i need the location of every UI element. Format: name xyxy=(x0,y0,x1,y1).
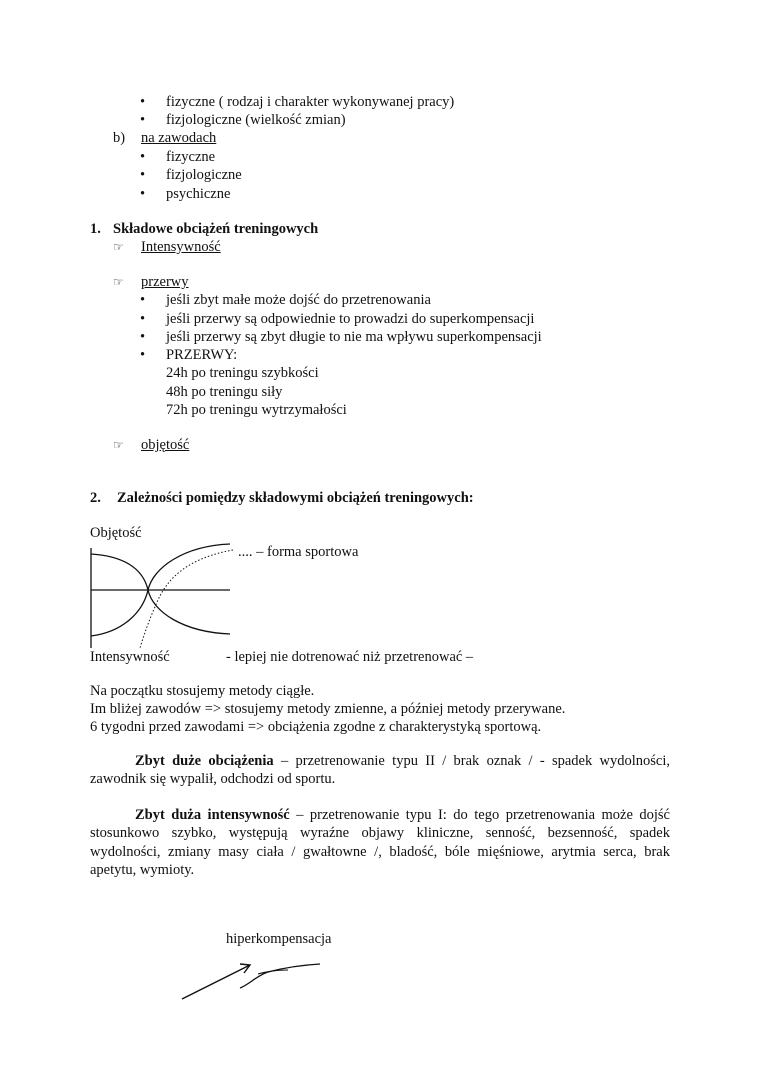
load-relationship-graph xyxy=(88,538,238,653)
list-item: • jeśli przerwy są odpowiednie to prowadzi do superkompensacji xyxy=(166,310,534,328)
graph-y-label: Objętość xyxy=(90,525,142,541)
break-time: 48h po treningu siły xyxy=(166,384,283,400)
component-volume: ☞ objętość xyxy=(113,437,190,453)
definition-overload: – przetrenowanie typu II / brak oznak / - spadek wydolności, zawodnik się wypalił, odchodzi od sportu. xyxy=(90,753,670,788)
section-number: 2. xyxy=(90,490,101,506)
graph-note: - lepiej nie dotrenować niż przetrenować – xyxy=(226,649,474,665)
paragraph-overload xyxy=(90,752,670,789)
method-line: 6 tygodni przed zawodami => obciążenia zgodne z charakterystyką sportową. xyxy=(90,719,542,735)
graph-x-label: Intensywność xyxy=(90,649,170,665)
list-item: • PRZERWY: xyxy=(166,346,237,364)
break-time: 72h po treningu wytrzymałości xyxy=(166,402,347,418)
list-item: • jeśli przerwy są zbyt długie to nie ma wpływu superkompensacji xyxy=(166,328,542,346)
hypercompensation-label: hiperkompensacja xyxy=(226,931,332,947)
component-breaks: ☞ przerwy xyxy=(113,274,189,290)
method-line: Im bliżej zawodów => stosujemy metody zmienne, a później metody przerywane. xyxy=(90,701,566,717)
term-intensity: Zbyt duża intensywność xyxy=(135,807,290,823)
definition-intensity: – przetrenowanie typu I: do tego przetrenowania może dojść stosunkowo szybko, występują wyraźne objawy kliniczne, senność, bezsenność, spadek wydolności, zmiany masy ciała / gwałtowne /, bladość, bóle mięśniowe, arytmia serca, brak apetytu, wymioty. xyxy=(90,807,670,878)
section-title: Zależności pomiędzy składowymi obciążeń treningowych: xyxy=(117,490,474,506)
list-item: • jeśli zbyt małe może dojść do przetrenowania xyxy=(166,291,431,309)
list-item: • fizjologiczne (wielkość zmian) xyxy=(166,111,346,129)
section-title: Składowe obciążeń treningowych xyxy=(113,221,319,237)
break-time: 24h po treningu szybkości xyxy=(166,365,319,381)
method-line: Na początku stosujemy metody ciągłe. xyxy=(90,683,315,699)
list-item: • psychiczne xyxy=(166,185,230,203)
hypercompensation-sketch xyxy=(178,958,328,1008)
list-item: • fizyczne ( rodzaj i charakter wykonywanej pracy) xyxy=(166,93,454,111)
paragraph-intensity xyxy=(90,806,670,879)
graph-legend: .... – forma sportowa xyxy=(238,544,359,560)
pointing-hand-icon: ☞ xyxy=(113,438,124,452)
subheading-competitions: na zawodach xyxy=(141,130,217,146)
pointing-hand-icon: ☞ xyxy=(113,240,124,254)
term-overload: Zbyt duże obciążenia xyxy=(135,753,274,769)
component-intensity: ☞ Intensywność xyxy=(113,239,221,255)
list-marker-b: b) xyxy=(113,130,126,146)
list-item: • fizyczne xyxy=(166,148,215,166)
list-item: • fizjologiczne xyxy=(166,166,242,184)
pointing-hand-icon: ☞ xyxy=(113,275,124,289)
section-number: 1. xyxy=(90,221,101,237)
